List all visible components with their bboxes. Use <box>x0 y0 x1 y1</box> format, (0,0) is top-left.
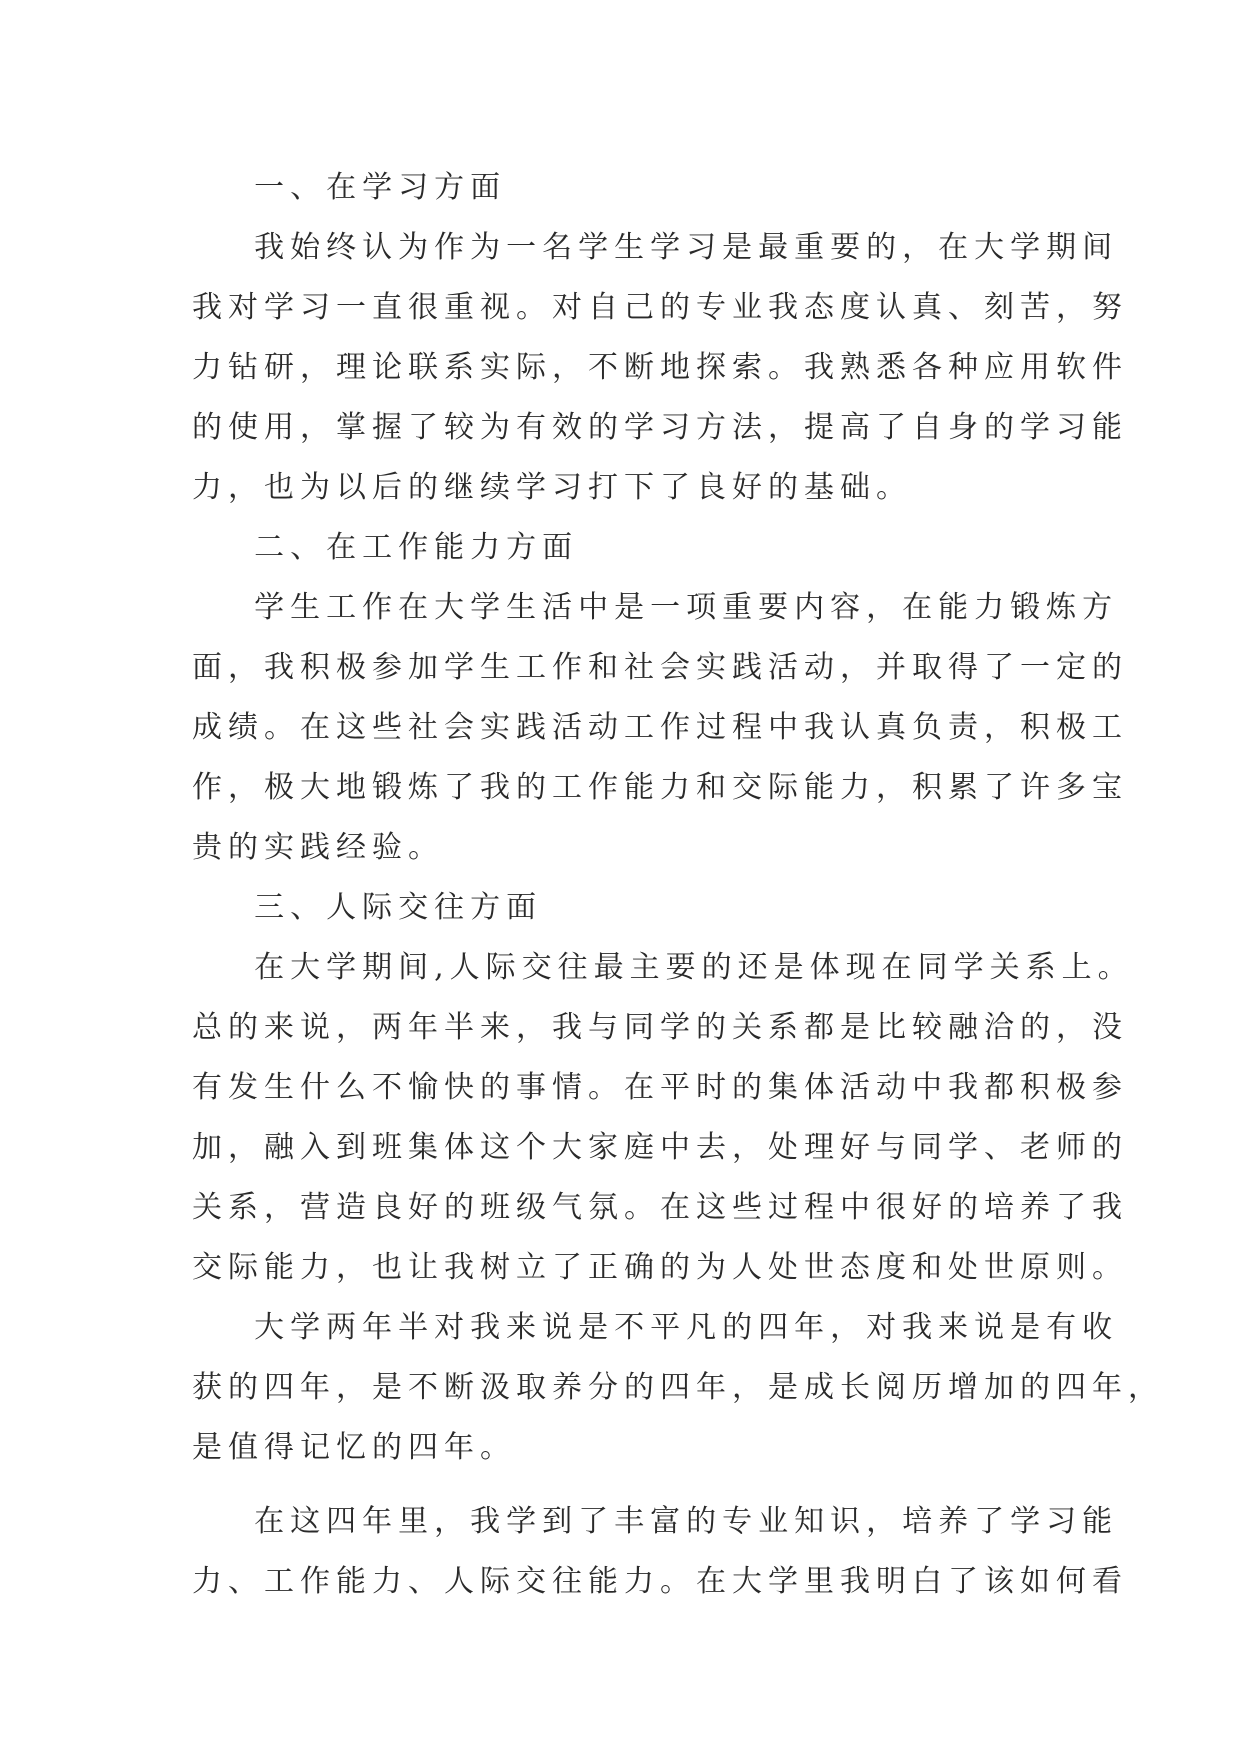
heading-work-ability: 二、在工作能力方面 <box>192 530 579 565</box>
text-line: 力、工作能力、人际交往能力。在大学里我明白了该如何看 <box>192 1564 1128 1599</box>
text-line: 力钻研，理论联系实际，不断地探索。我熟悉各种应用软件 <box>192 350 1128 385</box>
text-line: 有发生什么不愉快的事情。在平时的集体活动中我都积极参 <box>192 1070 1128 1105</box>
text-line: 我对学习一直很重视。对自己的专业我态度认真、刻苦，努 <box>192 290 1128 325</box>
text-line: 总的来说，两年半来，我与同学的关系都是比较融洽的，没 <box>192 1010 1128 1045</box>
text-line: 在大学期间,人际交往最主要的还是体现在同学关系上。 <box>192 950 1134 985</box>
text-line: 获的四年，是不断汲取养分的四年，是成长阅历增加的四年， <box>192 1370 1164 1405</box>
text-line: 关系，营造良好的班级气氛。在这些过程中很好的培养了我 <box>192 1190 1128 1225</box>
heading-interpersonal: 三、人际交往方面 <box>192 890 543 925</box>
text-line: 作，极大地锻炼了我的工作能力和交际能力，积累了许多宝 <box>192 770 1128 805</box>
text-line: 交际能力，也让我树立了正确的为人处世态度和处世原则。 <box>192 1250 1128 1285</box>
text-line: 我始终认为作为一名学生学习是最重要的，在大学期间 <box>192 230 1119 265</box>
text-line: 大学两年半对我来说是不平凡的四年，对我来说是有收 <box>192 1310 1119 1345</box>
text-line: 学生工作在大学生活中是一项重要内容，在能力锻炼方 <box>192 590 1119 625</box>
text-line: 面，我积极参加学生工作和社会实践活动，并取得了一定的 <box>192 650 1128 685</box>
text-line: 的使用，掌握了较为有效的学习方法，提高了自身的学习能 <box>192 410 1128 445</box>
text-line: 加，融入到班集体这个大家庭中去，处理好与同学、老师的 <box>192 1130 1128 1165</box>
text-line: 是值得记忆的四年。 <box>192 1430 516 1465</box>
heading-study: 一、在学习方面 <box>192 170 507 205</box>
text-line: 在这四年里，我学到了丰富的专业知识，培养了学习能 <box>192 1504 1119 1539</box>
text-line: 力，也为以后的继续学习打下了良好的基础。 <box>192 470 912 505</box>
text-line: 贵的实践经验。 <box>192 830 444 865</box>
text-line: 成绩。在这些社会实践活动工作过程中我认真负责，积极工 <box>192 710 1128 745</box>
document-body <box>192 158 1164 1612</box>
